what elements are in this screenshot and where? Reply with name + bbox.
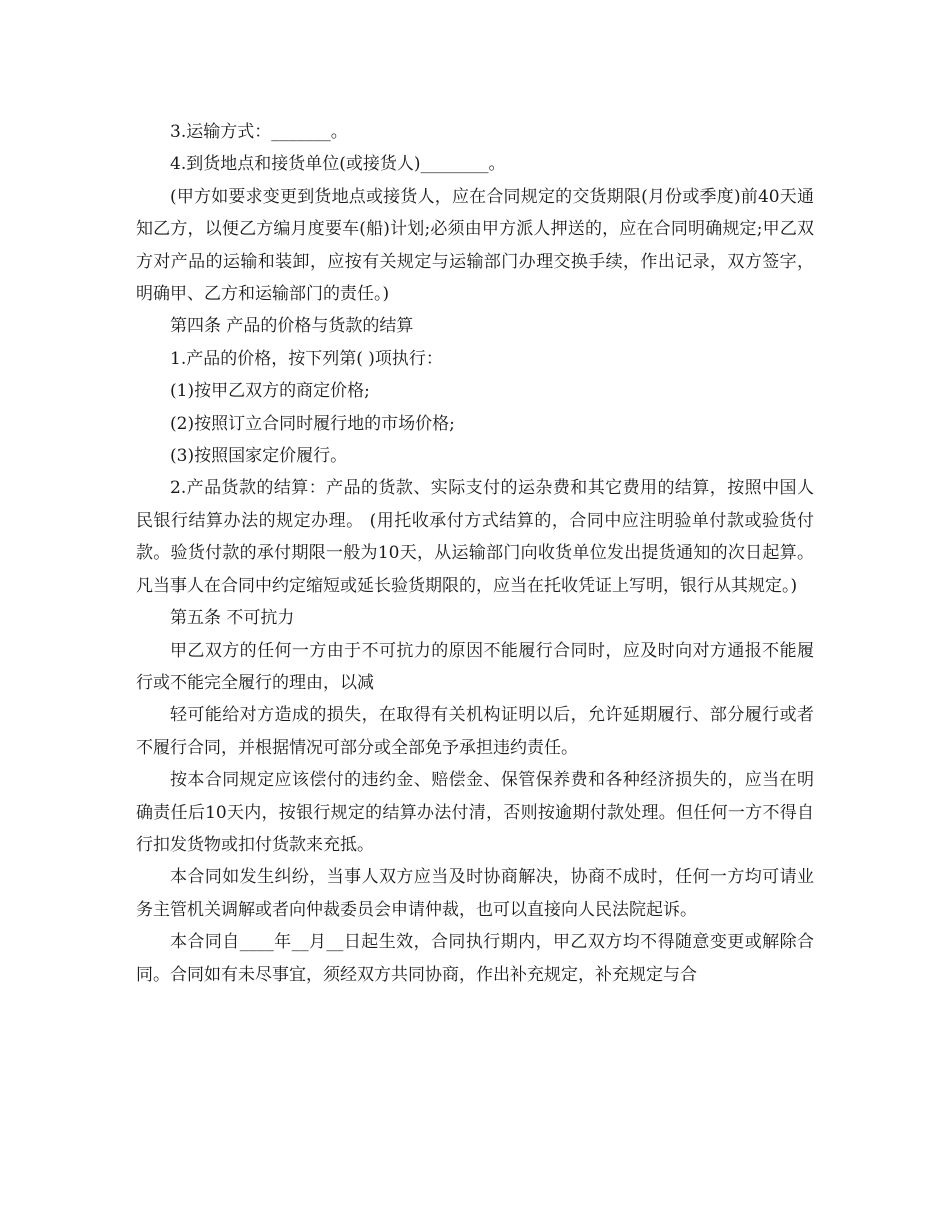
article-5-heading: 第五条 不可抗力 <box>170 608 295 629</box>
price-option-1: (1)按甲乙双方的商定价格; <box>170 381 370 402</box>
price-option-2: (2)按照订立合同时履行地的市场价格; <box>170 413 455 434</box>
article-4-heading: 第四条 产品的价格与货款的结算 <box>170 316 414 337</box>
price-option-3: (3)按照国家定价履行。 <box>170 446 348 467</box>
force-majeure-paragraph-1: 甲乙双方的任何一方由于不可抗力的原因不能履行合同时，应及时向对方通报不能履行或不能完全履行的理由，以减 <box>136 640 814 693</box>
force-majeure-paragraph-2: 轻可能给对方造成的损失，在取得有关机构证明以后，允许延期履行、部分履行或者不履行合同，并根据情况可部分或全部免予承担违约责任。 <box>136 705 814 758</box>
clause-delivery-location: 4.到货地点和接货单位(或接货人)________。 <box>170 154 506 175</box>
effective-date-paragraph: 本合同自____年__月__日起生效，合同执行期内，甲乙双方均不得随意变更或解除合同。合同如有未尽事宜，须经双方共同协商，作出补充规定，补充规定与合 <box>136 932 814 985</box>
compensation-paragraph: 按本合同规定应该偿付的违约金、赔偿金、保管保养费和各种经济损失的，应当在明确责任后10天内，按银行规定的结算办法付清，否则按逾期付款处理。但任何一方不得自行扣发货物或扣付货款来充抵。 <box>136 770 814 855</box>
dispute-paragraph: 本合同如发生纠纷，当事人双方应当及时协商解决，协商不成时，任何一方均可请业务主管机关调解或者向仲裁委员会申请仲裁，也可以直接向人民法院起诉。 <box>136 867 814 920</box>
clause-transport-method: 3.运输方式：_______。 <box>170 122 348 142</box>
note-transport-change: (甲方如要求变更到货地点或接货人，应在合同规定的交货期限(月份或季度)前40天通知乙方，以便乙方编月度要车(船)计划;必须由甲方派人押送的，应在合同明确规定;甲乙双方对产品的运输和装卸，应按有关规定与运输部门办理交换手续，作出记录，双方签字，明确甲、乙方和运输部门的责任。) <box>136 186 814 305</box>
clause-payment-settlement: 2.产品货款的结算：产品的货款、实际支付的运杂费和其它费用的结算，按照中国人民银行结算办法的规定办理。 (用托收承付方式结算的，合同中应注明验单付款或验货付款。验货付款的承付期限一般为10天，从运输部门向收货单位发出提货通知的次日起算。凡当事人在合同中约定缩短或延长验货期限的，应当在托收凭证上写明，银行从其规定。) <box>136 478 814 596</box>
clause-product-price: 1.产品的价格，按下列第( )项执行： <box>170 348 443 369</box>
